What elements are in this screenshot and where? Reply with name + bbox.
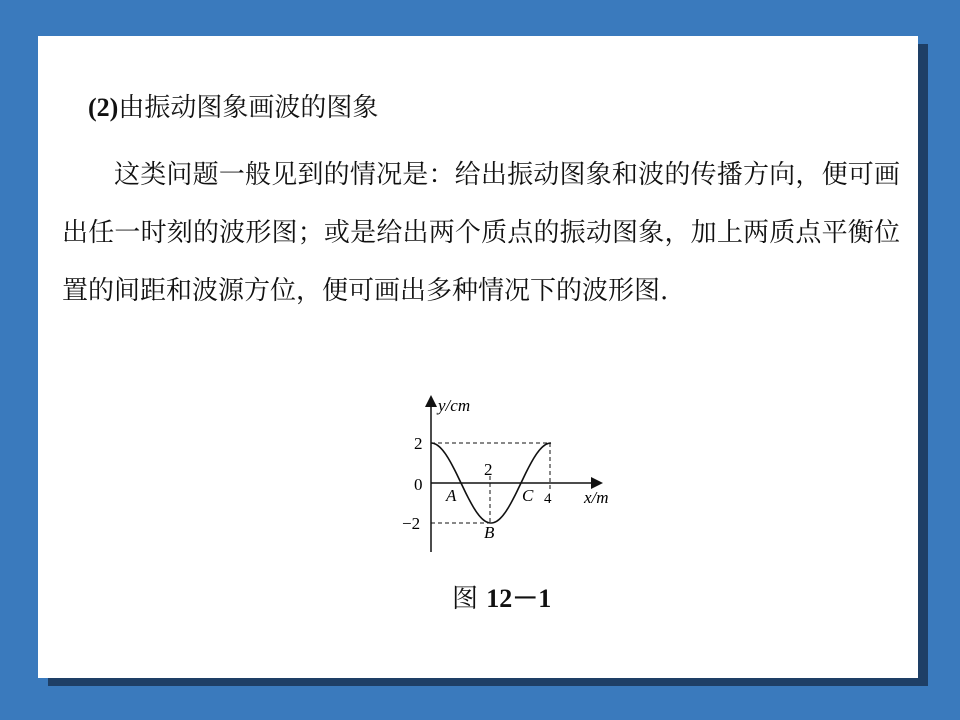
- point-c-label: C: [522, 486, 534, 505]
- figure-caption: [452, 578, 551, 615]
- y-tick-2: 2: [414, 434, 423, 453]
- caption-prefix: 图: [452, 584, 479, 614]
- y-tick-0: 0: [414, 475, 423, 494]
- caption-number: 12－1: [486, 584, 552, 613]
- body-paragraph: 这类问题一般见到的情况是：给出振动图象和波的传播方向，便可画出任一时刻的波形图；或是给出两个质点的振动图象，加上两质点平衡位置的间距和波源方位，便可画出多种情况下的波形图.: [62, 160, 900, 306]
- section-heading: [88, 90, 378, 126]
- heading-number: (2): [88, 93, 119, 122]
- x-tick-2: 2: [484, 460, 493, 479]
- x-axis-label: x/m: [584, 488, 609, 507]
- point-b-label: B: [484, 523, 495, 542]
- point-a-label: A: [446, 486, 457, 505]
- wave-graph: [400, 394, 630, 564]
- heading-text: 由振动图象画波的图象: [118, 93, 379, 123]
- y-tick-neg2: −2: [402, 514, 421, 533]
- x-tick-4: 4: [544, 491, 552, 507]
- y-axis-label: y/cm: [438, 396, 471, 415]
- wave-figure: [400, 394, 630, 568]
